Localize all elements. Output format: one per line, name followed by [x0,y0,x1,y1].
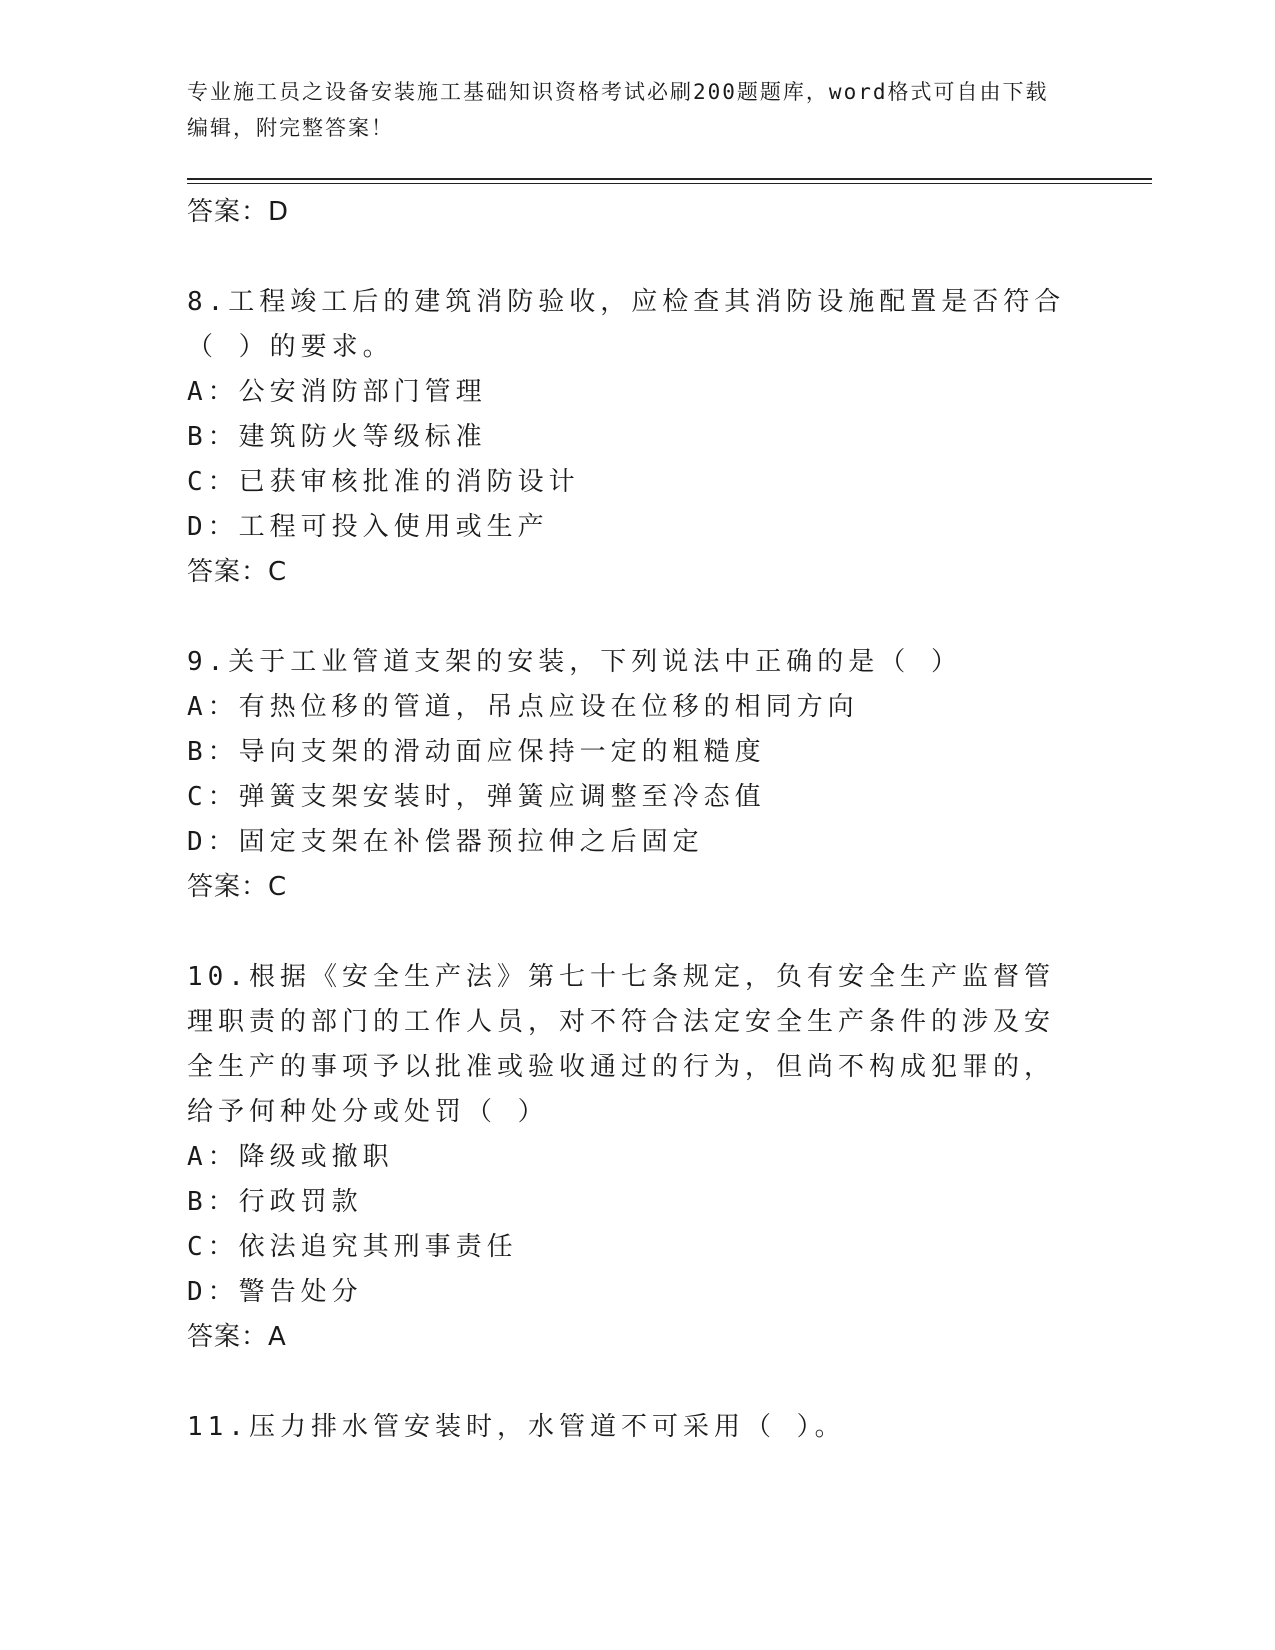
previous-answer: 答案：D [187,197,290,227]
option-c: C：依法追究其刑事责任 [187,1232,518,1262]
option-a: A：公安消防部门管理 [187,377,487,407]
question-list [187,190,1087,1450]
option-b: B：建筑防火等级标准 [187,422,487,452]
header-divider-thick [187,178,1152,180]
question-stem: 8.工程竣工后的建筑消防验收，应检查其消防设施配置是否符合（ ）的要求。 [187,287,1066,362]
option-a: A：有热位移的管道，吊点应设在位移的相同方向 [187,692,859,722]
option-d: D：固定支架在补偿器预拉伸之后固定 [187,827,704,857]
question-9 [187,640,1087,910]
header-divider-thin [187,183,1152,184]
question-stem: 10.根据《安全生产法》第七十七条规定，负有安全生产监督管理职责的部门的工作人员，对不符合法定安全生产条件的涉及安全生产的事项予以批准或验收通过的行为，但尚不构成犯罪的，给予何种处分或处罚（ ） [187,962,1056,1127]
question-11 [187,1405,1087,1450]
option-c: C：已获审核批准的消防设计 [187,467,580,497]
option-d: D：工程可投入使用或生产 [187,512,549,542]
option-b: B：行政罚款 [187,1187,363,1217]
answer: 答案：A [187,1322,287,1352]
question-10 [187,955,1087,1360]
document-header: 专业施工员之设备安装施工基础知识资格考试必刷200题题库，word格式可自由下载编辑，附完整答案！ [187,80,1049,140]
question-stem: 11.压力排水管安装时，水管道不可采用（ ）。 [187,1412,846,1442]
question-stem: 9.关于工业管道支架的安装，下列说法中正确的是（ ） [187,647,962,677]
option-d: D：警告处分 [187,1277,363,1307]
option-c: C：弹簧支架安装时，弹簧应调整至冷态值 [187,782,766,812]
answer: 答案：C [187,557,288,587]
option-b: B：导向支架的滑动面应保持一定的粗糙度 [187,737,766,767]
option-a: A：降级或撤职 [187,1142,394,1172]
question-8 [187,280,1087,595]
answer: 答案：C [187,872,288,902]
